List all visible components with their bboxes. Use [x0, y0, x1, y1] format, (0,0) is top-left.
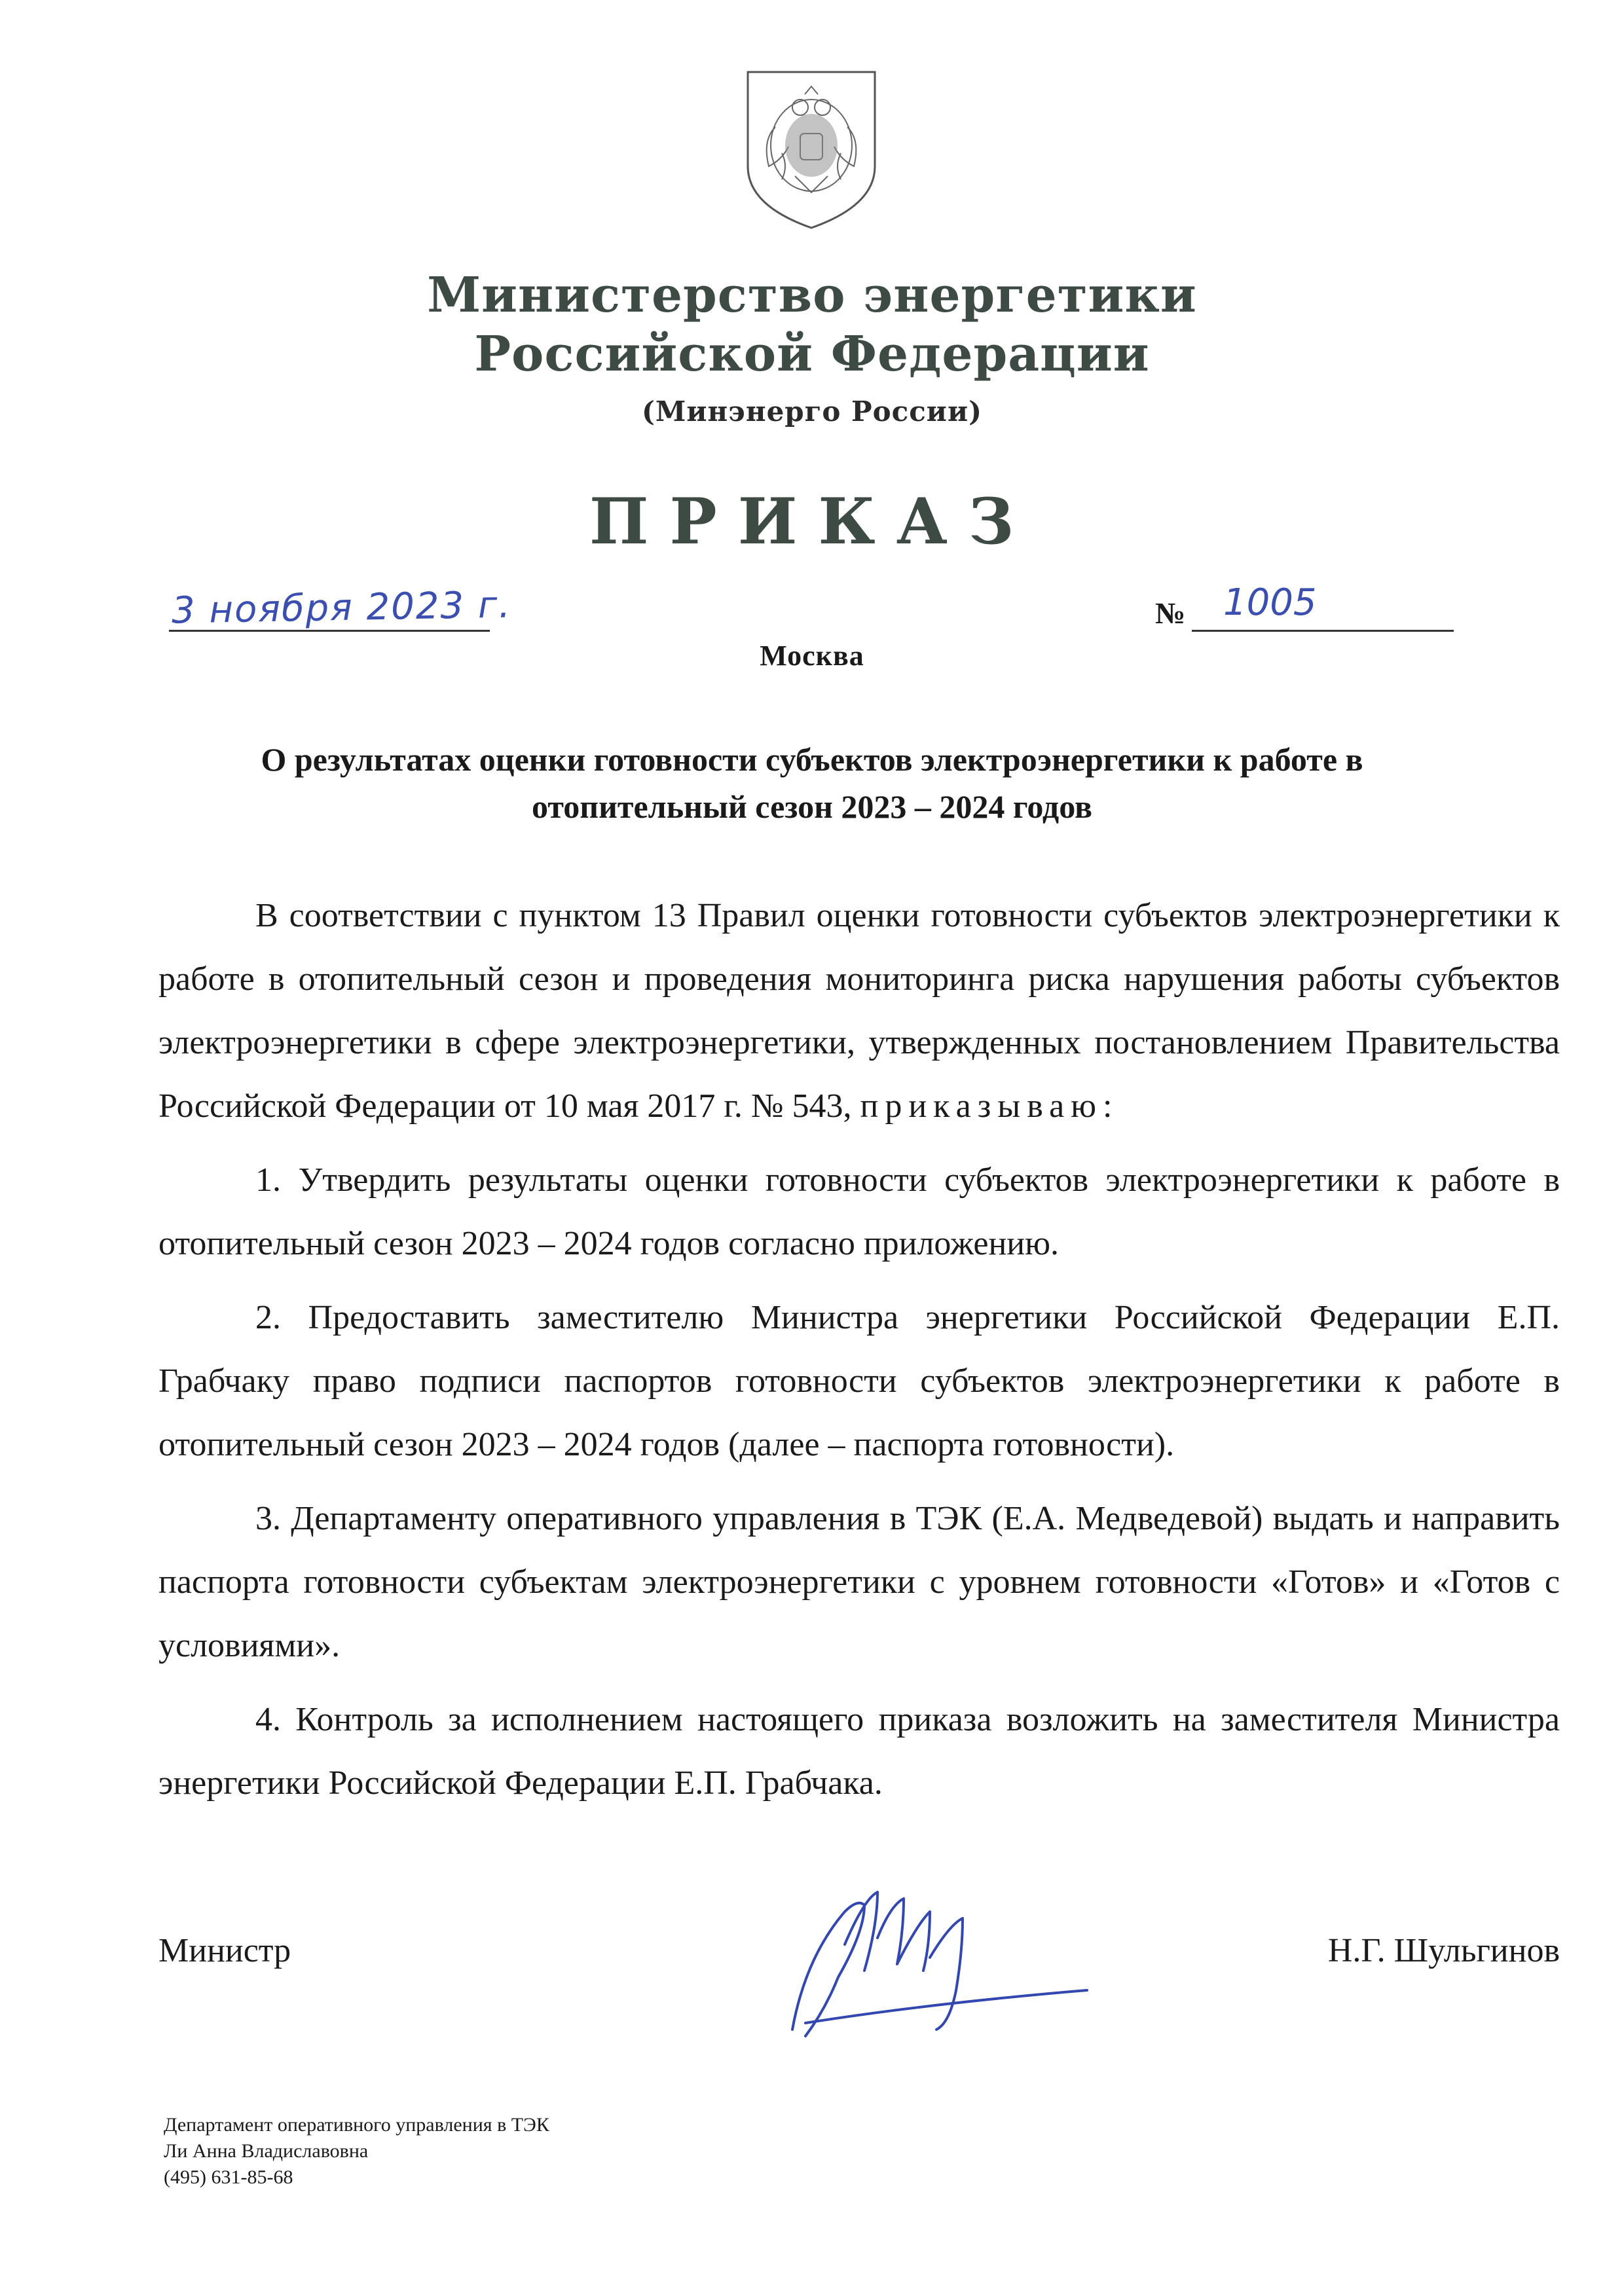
executor-footer — [164, 2112, 549, 2191]
order-word: приказываю: — [860, 1087, 1119, 1125]
number-label: № — [1155, 596, 1186, 630]
number-underline — [1192, 630, 1454, 632]
order-item-3: 3. Департаменту оперативного управления в ТЭК (Е.А. Медведевой) выдать и направить паспорта готовности субъектам электроэнергетики с уровнем готовности «Готов» и «Готов с условиями». — [158, 1500, 1560, 1664]
order-body — [158, 884, 1560, 1815]
ministry-name-line1: Министерство энергетики — [427, 267, 1197, 323]
order-item-1: 1. Утвердить результаты оценки готовности субъектов электроэнергетики к работе в отопительный сезон 2023 – 2024 годов согласно приложению. — [158, 1161, 1560, 1262]
order-title: О результатах оценки готовности субъектов электроэнергетики к работе в отопительный сезон 2023 – 2024 годов — [261, 741, 1363, 825]
date-underline — [169, 630, 490, 632]
footer-phone: (495) 631-85-68 — [164, 2166, 293, 2188]
intro-paragraph — [158, 884, 1560, 1138]
handwritten-signature — [766, 1859, 1107, 2069]
signatory-position: Министр — [158, 1932, 291, 1969]
ministry-name-line2: Российской Федерации — [474, 326, 1150, 382]
handwritten-date: 3 ноября 2023 г. — [171, 583, 512, 632]
footer-executor: Ли Анна Владиславовна — [164, 2140, 369, 2162]
footer-department: Департамент оперативного управления в ТЭК — [164, 2114, 549, 2136]
handwritten-number: 1005 — [1223, 581, 1317, 624]
ministry-short-name: (Минэнерго России) — [642, 395, 982, 428]
intro-text: В соответствии с пунктом 13 Правил оценки готовности субъектов электроэнергетики к работе в отопительный сезон и проведения мониторинга риска нарушения работы субъектов электроэнергетики в сфере электроэнергетики, утвержденных постановлением Правительства Российской Федерации от 10 мая 2017 г. № 543, — [158, 897, 1560, 1125]
order-item-2: 2. Предоставить заместителю Министра энергетики Российской Федерации Е.П. Грабчаку право подписи паспортов готовности субъектов электроэнергетики к работе в отопительный сезон 2023 – 2024 годов (далее – паспорта готовности). — [158, 1299, 1560, 1463]
order-item-4: 4. Контроль за исполнением настоящего приказа возложить на заместителя Министра энергетики Российской Федерации Е.П. Грабчака. — [158, 1701, 1560, 1802]
city: Москва — [760, 640, 864, 672]
document-type-heading: ПРИКАЗ — [589, 484, 1035, 558]
coat-of-arms-emblem — [743, 68, 880, 232]
signatory-name: Н.Г. Шульгинов — [1327, 1932, 1560, 1969]
